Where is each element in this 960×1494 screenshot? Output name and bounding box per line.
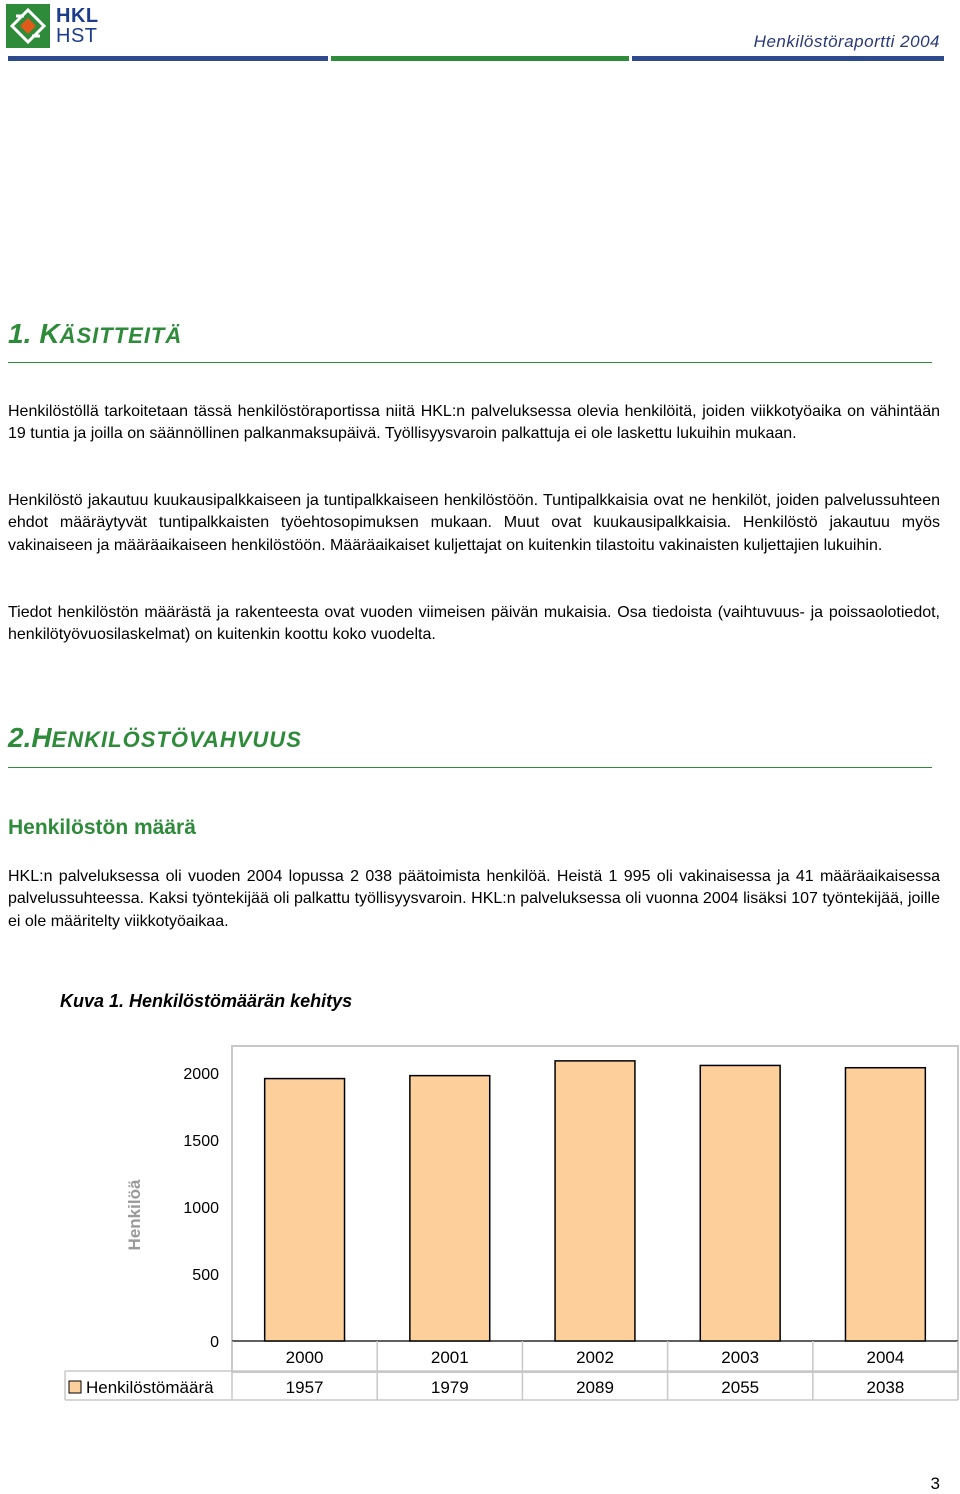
paragraph-employment-types: Henkilöstö jakautuu kuukausipalkkaiseen ja tuntipalkkaiseen henkilöstöön. Tuntipalkkaisia ovat ne henkilöt, joiden palvelussuhteen ehdot määräytyvät tuntipalkkaisten työehtosopimuksen mukaan. Muut ovat kuukausipalkkaisia. Henkilöstö jakautuu myös vakinaiseen ja määräaikaiseen henkilöstöön. Määräaikaiset kuljettajat on kuitenkin tilastoitu vakinaisten kuljettajien lukuihin. [8,492,940,554]
section-2-underline [8,767,932,768]
page-number: 3 [930,1474,940,1493]
section-1-number: 1. [8,318,32,349]
table-value: 2038 [866,1378,905,1397]
paragraph-definitions: Henkilöstöllä tarkoitetaan tässä henkilöstöraportissa niitä HKL:n palveluksessa olevia henkilöitä, joiden viikkotyöaika on vähintään 19 tuntia ja joilla on säännöllinen palkanmaksupäivä. Työllisyysvaroin palkattuja ei ole laskettu lukuihin mukaan. [8,403,940,443]
bar-2002 [555,1061,635,1341]
x-tick-label: 2002 [576,1348,614,1367]
section-1-underline [8,362,932,363]
legend-swatch [69,1381,81,1393]
bar-2003 [700,1065,780,1341]
table-value: 2089 [576,1378,614,1397]
figure-caption: Kuva 1. Henkilöstömäärän kehitys [60,991,353,1011]
logo-mark-icon [6,4,50,48]
section-2-title-cap: H [31,722,52,753]
y-tick-label: 1000 [183,1199,219,1217]
section-1-title-cap: K [39,318,60,349]
header-rule-blue-right [632,56,944,61]
y-axis-ticks [183,1066,219,1351]
y-tick-label: 2000 [183,1065,219,1083]
section-2-title-rest: ENKILÖSTÖVAHVUUS [51,727,302,752]
logo-text-hst: HST [56,25,98,47]
report-title: Henkilöstöraportti 2004 [753,32,940,51]
hkl-logo [6,4,102,48]
bar-2001 [410,1076,490,1341]
x-tick-label: 2003 [721,1348,760,1367]
table-value: 2055 [721,1378,760,1397]
y-tick-label: 1500 [183,1132,219,1150]
table-value: 1957 [285,1378,324,1397]
header-rule-green [331,56,629,61]
table-value: 1979 [430,1378,469,1397]
paragraph-data-timing: Tiedot henkilöstön määrästä ja rakenteesta ovat vuoden viimeisen päivän mukaisia. Osa tiedoista (vaihtuvuus- ja poissaolotiedot, henkilötyövuosilaskelmat) on kuitenkin koottu koko vuodelta. [8,604,940,644]
section-2-heading [8,722,302,756]
section-1-title-rest: ÄSITTEITÄ [59,323,183,348]
bar-2004 [845,1068,925,1341]
bar-2000 [265,1079,345,1341]
paragraph-staff-count: HKL:n palveluksessa oli vuoden 2004 lopussa 2 038 päätoimista henkilöä. Heistä 1 995 oli vakinaisessa ja 41 määräaikaisessa palvelussuhteessa. Kaksi työntekijää oli palkattu työllisyysvaroin. HKL:n palveluksessa oli vuonna 2004 lisäksi 107 työntekijää, joille ei ole määritelty viikkotyöaikaa. [8,868,940,930]
legend-series-label: Henkilöstömäärä [86,1378,214,1397]
header-rule-blue [8,56,328,61]
logo-text-hkl: HKL [56,5,99,27]
x-tick-label: 2001 [430,1348,469,1367]
x-tick-label: 2000 [285,1348,324,1367]
staff-chart [0,1030,960,1410]
x-tick-label: 2004 [866,1348,905,1367]
section-1-heading [8,318,182,352]
y-axis-label: Henkilöä [125,1179,144,1251]
section-2-number: 2. [8,722,32,753]
subheading-staff-count: Henkilöstön määrä [8,816,196,839]
y-tick-label: 0 [210,1334,219,1351]
y-tick-label: 500 [192,1266,219,1284]
